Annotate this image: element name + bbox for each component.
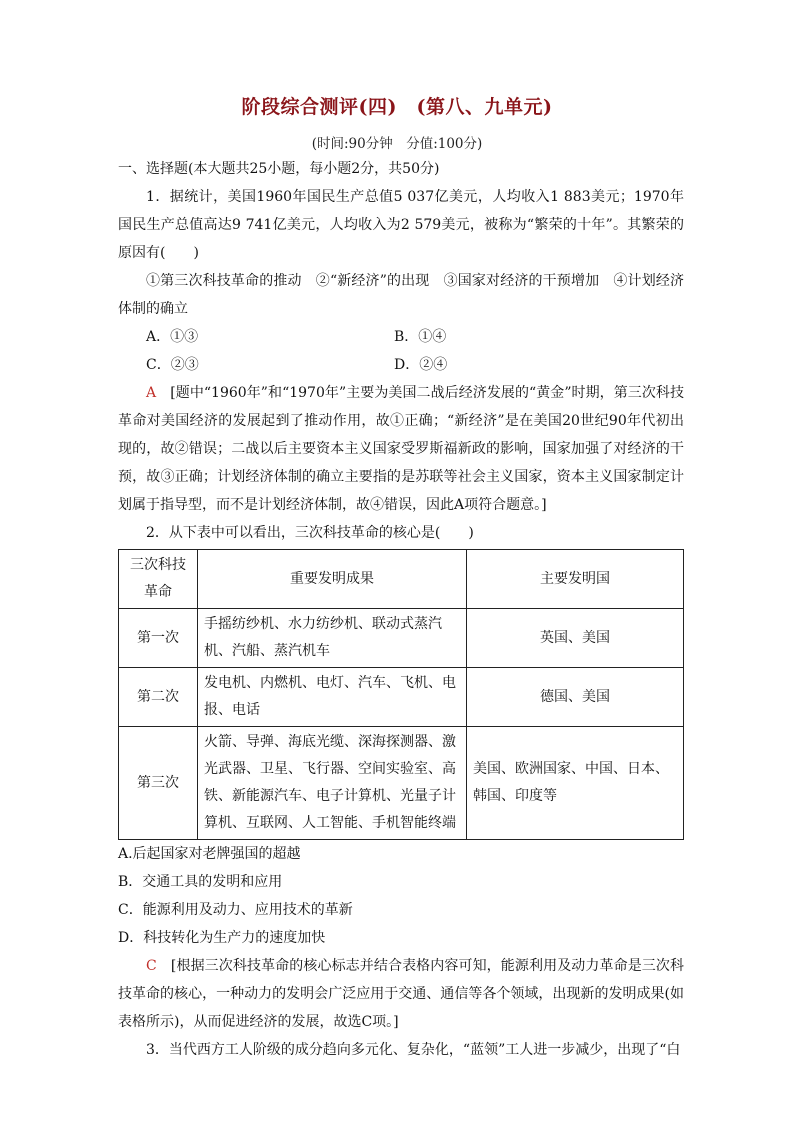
section-heading: 一、选择题(本大题共25小题，每小题2分，共50分): [118, 161, 440, 177]
q1-option-d: D．②④: [394, 357, 448, 373]
table-header-cell: 三次科技革命: [119, 550, 198, 609]
table-row: [119, 668, 684, 727]
q2-option-d: D．科技转化为生产力的速度加快: [118, 930, 326, 946]
table-cell: 英国、美国: [467, 609, 684, 668]
table-cell: 第二次: [119, 668, 198, 727]
page-title: 阶段综合测评(四) (第八、九单元): [241, 96, 553, 118]
table-header-cell: 重要发明成果: [198, 550, 467, 609]
time-score-info: (时间:90分钟 分值:100分): [311, 136, 483, 152]
q1-option-b: B．①④: [394, 329, 447, 345]
table-cell: 火箭、导弹、海底光缆、深海探测器、激光武器、卫星、飞行器、空间实验室、高铁、新能源汽车、电子计算机、光量子计算机、互联网、人工智能、手机智能终端: [198, 727, 467, 840]
table-cell: 第三次: [119, 727, 198, 840]
table-cell: 手摇纺纱机、水力纺纱机、联动式蒸汽机、汽船、蒸汽机车: [198, 609, 467, 668]
q2-table: [118, 549, 684, 840]
table-header-cell: 主要发明国: [467, 550, 684, 609]
q2-stem: 2．从下表中可以看出，三次科技革命的核心是( ): [146, 525, 474, 541]
q2-option-c: C．能源利用及动力、应用技术的革新: [118, 902, 353, 918]
table-cell: 德国、美国: [467, 668, 684, 727]
table-cell: 第一次: [119, 609, 198, 668]
q3-stem: 3．当代西方工人阶级的成分趋向多元化、复杂化，“蓝领”工人进一步减少，出现了“白: [146, 1042, 681, 1058]
q2-explanation: [根据三次科技革命的核心标志并结合表格内容可知，能源利用及动力革命是三次科技革命的核心，一种动力的发明会广泛应用于交通、通信等各个领域，出现新的发明成果(如表格所示)，从而促进经济的发展，故选C项。]: [118, 958, 684, 1030]
q1-option-a: A．①③: [146, 329, 199, 345]
table-header-row: [119, 550, 684, 609]
q2-table-wrap: [118, 549, 684, 840]
q1-answer-letter: A: [146, 385, 157, 401]
q1-stem: 1．据统计，美国1960年国民生产总值5 037亿美元，人均收入1 883美元；1970年国民生产总值高达9 741亿美元，人均收入为2 579美元，被称为“繁荣的十年”。其繁荣的原因有( ): [118, 189, 684, 261]
table-row: [119, 609, 684, 668]
q1-answer: [118, 379, 684, 519]
q1-options-row-1: [118, 323, 684, 351]
q2-answer: [118, 952, 684, 1036]
table-cell: 美国、欧洲国家、中国、日本、韩国、印度等: [467, 727, 684, 840]
table-cell: 发电机、内燃机、电灯、汽车、飞机、电报、电话: [198, 668, 467, 727]
content: [118, 155, 684, 1064]
q2-option-b: B．交通工具的发明和应用: [118, 874, 283, 890]
table-row: [119, 727, 684, 840]
q1-explanation: [题中“1960年”和“1970年”主要为美国二战后经济发展的“黄金”时期，第三次科技革命对美国经济的发展起到了推动作用，故①正确；“新经济”是在美国20世纪90年代初出现的，故②错误；二战以后主要资本主义国家受罗斯福新政的影响，国家加强了对经济的干预，故③正确；计划经济体制的确立主要指的是苏联等社会主义国家，资本主义国家制定计划属于指导型，而不是计划经济体制，故④错误，因此A项符合题意。]: [118, 385, 684, 513]
q1-statements: ①第三次科技革命的推动 ②“新经济”的出现 ③国家对经济的干预增加 ④计划经济体制的确立: [118, 273, 684, 317]
q2-option-a: A.后起国家对老牌强国的超越: [118, 846, 301, 862]
q1-options-row-2: [118, 351, 684, 379]
q1-option-c: C．②③: [146, 357, 199, 373]
q2-answer-letter: C: [146, 958, 157, 974]
